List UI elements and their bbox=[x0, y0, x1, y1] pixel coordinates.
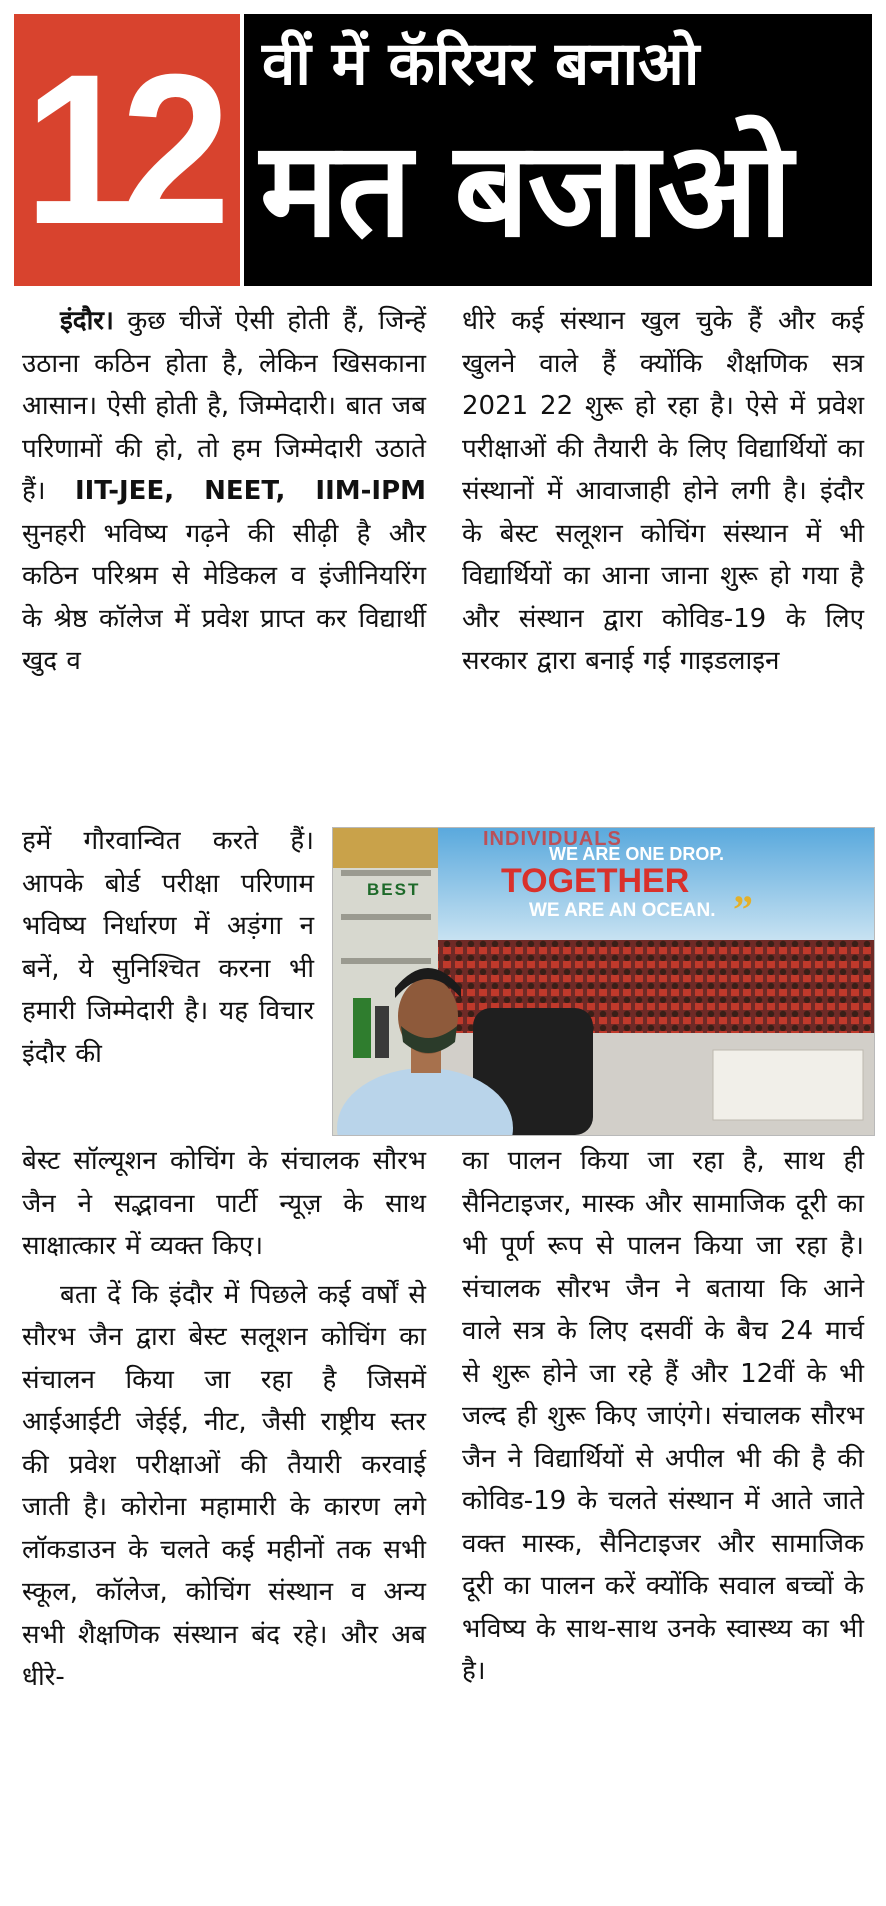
institute-photo bbox=[332, 827, 875, 1136]
headline-line-2: मत बजाओ bbox=[260, 113, 791, 267]
article-text: हमें गौरवान्वित करते हैं। आपके बोर्ड परीक्षा परिणाम भविष्य निर्धारण में अड़ंगा न बनें, ये सुनिश्चित करना भी हमारी जिम्मेदारी है। यह विचार इंदौर की bbox=[22, 826, 314, 1069]
article-right-top bbox=[462, 300, 864, 683]
banner-line-3: WE ARE AN OCEAN. bbox=[529, 900, 716, 921]
banner-line-1: WE ARE ONE DROP. bbox=[549, 844, 725, 864]
shelf-sign: BEST bbox=[367, 880, 421, 899]
banner-quote-mark: ” bbox=[733, 887, 753, 932]
article-text: का पालन किया जा रहा है, साथ ही सैनिटाइजर, मास्क और सामाजिक दूरी का भी पूर्ण रूप से पालन किया जा रहा है। संचालक सौरभ जैन ने बताया कि आने वाले सत्र के लिए दसवीं के बैच 24 मार्च से शुरू होने जा रहे हैं और 12वीं के भी जल्द ही शुरू किए जाएंगे। संचालक सौरभ जैन ने विद्यार्थियों से अपील भी की है की कोविड-19 के चलते संस्थान में आते जाते वक्त मास्क, सैनिटाइजर और सामाजिक दूरी का पालन करें क्योंकि सवाल बच्चों के भविष्य के साथ-साथ उनके स्वास्थ्य का भी है। bbox=[462, 1146, 864, 1686]
dateline: इंदौर। bbox=[60, 306, 114, 336]
headline-line-1: वीं में कॅरियर बनाओ bbox=[262, 29, 700, 99]
article-left-top bbox=[22, 300, 426, 683]
headline-number: 12 bbox=[24, 30, 218, 269]
article-paragraph: बता दें कि इंदौर में पिछले कई वर्षों से सौरभ जैन द्वारा बेस्ट सलूशन कोचिंग का संचालन किया जा रहा है जिसमें आईआईटी जेईई, नीट, जैसी राष्ट्रीय स्तर की प्रवेश परीक्षाओं की तैयारी करवाई जाती है। कोरोना महामारी के कारण लगे लॉकडाउन के चलते कई महीनों तक सभी स्कूल, कॉलेज, कोचिंग संस्थान व अन्य सभी शैक्षणिक संस्थान बंद रहे। और अब धीरे- bbox=[22, 1279, 426, 1692]
article-text: कुछ चीजें ऐसी होती हैं, जिन्हें उठाना कठिन होता है, लेकिन खिसकाना आसान। ऐसी होती है, जिम्मेदारी। बात जब परिणामों की हो, तो हम जिम्मेदारी उठाते हैं। bbox=[22, 306, 427, 506]
article-left-wrap bbox=[22, 820, 314, 1075]
banner-line-2: TOGETHER bbox=[501, 862, 690, 900]
article-text: सुनहरी भविष्य गढ़ने की सीढ़ी है और कठिन परिश्रम से मेडिकल व इंजीनियरिंग के श्रेष्ठ कॉलेज में प्रवेश प्राप्त कर विद्यार्थी खुद व bbox=[22, 518, 426, 676]
article-paragraph: बेस्ट सॉल्यूशन कोचिंग के संचालक सौरभ जैन ने सद्भावना पार्टी न्यूज़ के साथ साक्षात्कार में व्यक्त किए। bbox=[22, 1146, 426, 1261]
article-text: धीरे कई संस्थान खुल चुके हैं और कई खुलने वाले हैं क्योंकि शैक्षणिक सत्र 2021 22 शुरू हो रहा है। ऐसे में प्रवेश परीक्षाओं की तैयारी के लिए विद्यार्थियों का संस्थानों में आवाजाही होने लगी है। इंदौर के बेस्ट सलूशन कोचिंग संस्थान में भी विद्यार्थियों का आना जाना शुरू हो गया है और संस्थान द्वारा कोविड-19 के लिए सरकार द्वारा बनाई गई गाइडलाइन bbox=[462, 306, 864, 676]
article-left-bottom bbox=[22, 1140, 426, 1699]
headline-box bbox=[244, 14, 872, 286]
article-right-bottom bbox=[462, 1140, 864, 1693]
banner-top-text: INDIVIDUALS bbox=[483, 828, 622, 850]
exam-names: IIT-JEE, NEET, IIM-IPM bbox=[74, 476, 427, 506]
headline-number-box bbox=[14, 14, 240, 286]
